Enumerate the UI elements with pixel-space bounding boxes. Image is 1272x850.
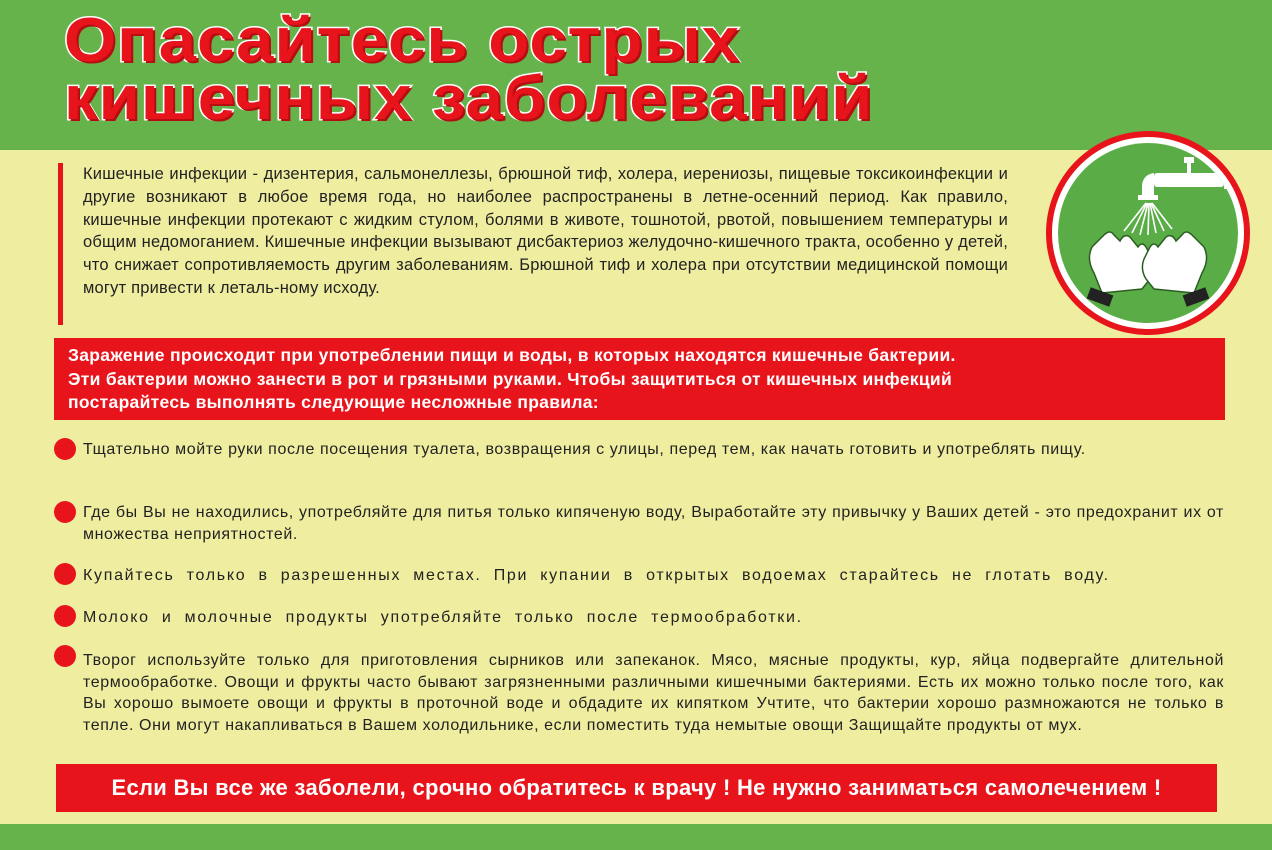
rule-text: Творог используйте только для приготовления сырников или запеканок. Мясо, мясные продукты, кур, яйца подвергайте длительной термообработке. Овощи и фрукты часто бывают загрязненными различными кишечными бактериями. Есть их можно только после того, как Вы хорошо вымоете овощи и фрукты в проточной воде и обдадите их кипятком Учтите, что бактерии хорошо размножаются не только в тепле. Они могут накапливаться в Вашем холодильнике, если поместить туда немытые овощи Защищайте продукты от мух. (83, 652, 1224, 734)
warning-line: Заражение происходит при употреблении пищи и воды, в которых находятся кишечные бактерии. (68, 345, 956, 365)
bullet-dot-icon (54, 563, 76, 585)
handwash-tap-icon (1058, 143, 1238, 323)
rule-item (54, 438, 1224, 461)
bullet-dot-icon (54, 605, 76, 627)
doctor-call-text: Если Вы все же заболели, срочно обратитесь к врачу ! Не нужно заниматься самолечением ! (111, 775, 1162, 800)
handwash-badge (1046, 131, 1250, 335)
warning-line: Эти бактерии можно занести в рот и грязными руками. Чтобы защититься от кишечных инфекций (68, 368, 953, 389)
rule-text: Молоко и молочные продукты употребляйте только после термообработки. (83, 609, 803, 626)
intro-block (58, 163, 1008, 325)
infection-warning (54, 338, 1225, 420)
rule-text: Тщательно мойте руки после посещения туалета, возвращения с улицы, перед тем, как начать готовить и употреблять пищу. (83, 441, 1086, 458)
warning-line: постарайтесь выполнять следующие несложные правила: (68, 392, 599, 412)
bullet-dot-icon (54, 438, 76, 460)
page-title: Опасайтесь острых кишечных заболеваний (64, 6, 874, 133)
bullet-dot-icon (54, 501, 76, 523)
rule-text: Где бы Вы не находились, употребляйте для питья только кипяченую воду, Выработайте эту привычку у Ваших детей - это предохранит их от множества неприятностей. (83, 504, 1224, 543)
header-band (0, 0, 1272, 150)
footer-band (0, 824, 1272, 850)
rule-item (54, 501, 1224, 545)
rule-item (54, 563, 1224, 587)
doctor-call-banner (56, 764, 1217, 812)
rule-item (54, 605, 1224, 629)
intro-text: Кишечные инфекции - дизентерия, сальмонеллезы, брюшной тиф, холера, иерениозы, пищевые токсикоинфекции и другие возникают в любое время года, но наиболее распространены в летне-осенний период. Как правило, кишечные инфекции протекают с жидким стулом, болями в животе, тошнотой, рвотой, повышением температуры и общим недомоганием. Кишечные инфекции вызывают дисбактериоз желудочно-кишечного тракта, особенно у детей, что снижает сопротивляемость другим заболеваниям. Брюшной тиф и холера при отсутствии медицинской помощи могут привести к леталь-ному исходу. (83, 165, 1008, 297)
rule-text: Купайтесь только в разрешенных местах. При купании в открытых водоемах старайтесь не глотать воду. (83, 567, 1110, 584)
rule-item (54, 645, 1224, 736)
bullet-dot-icon (54, 645, 76, 667)
